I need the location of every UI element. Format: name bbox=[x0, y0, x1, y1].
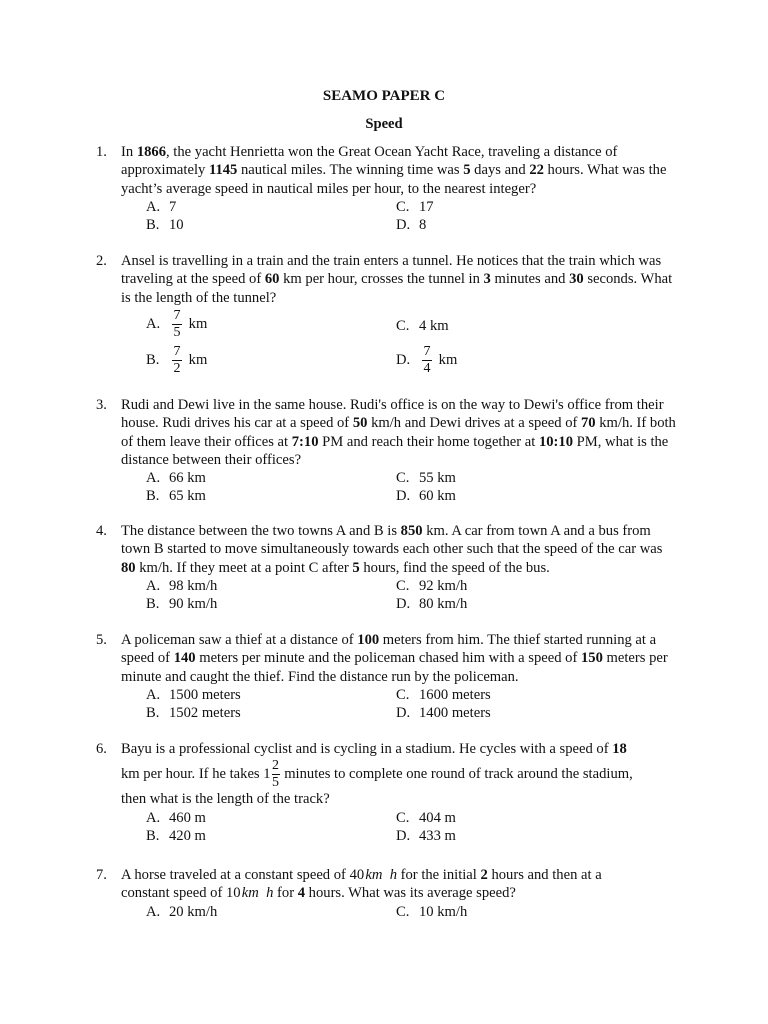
stem-text: km/h. If they meet at a point C after bbox=[135, 559, 353, 576]
question-number: 3. bbox=[96, 397, 107, 413]
stem-text: Ansel is travelling in a train and the train enters a tunnel. He notices that the train which was traveling at the speed of bbox=[121, 253, 662, 288]
page-title: SEAMO PAPER C bbox=[322, 88, 446, 104]
choice-c[interactable]: C. 404 m bbox=[396, 809, 456, 826]
stem-text: seconds. What is the length of the tunnel? bbox=[121, 271, 673, 306]
bold-value: 1866 bbox=[136, 144, 166, 160]
choice-d[interactable]: D. 8 bbox=[396, 217, 427, 234]
choice-d[interactable]: D. 80 km/h bbox=[396, 596, 468, 613]
bold-value: 1145 bbox=[208, 162, 238, 179]
bold-value: 850 bbox=[400, 523, 423, 539]
stem-text: meters per minute and caught the thief. Find the distance run by the policeman. bbox=[121, 650, 668, 685]
choice-c[interactable]: C. 10 km/h bbox=[396, 903, 468, 920]
bold-value: 100 bbox=[357, 632, 380, 648]
question-3 bbox=[96, 396, 676, 506]
question-number: 5. bbox=[96, 632, 107, 648]
question-stem bbox=[121, 631, 676, 686]
stem-text: meters per minute and the policeman chased him with a speed of bbox=[195, 650, 581, 667]
bold-value: 70 bbox=[581, 415, 596, 432]
question-number: 1. bbox=[96, 144, 107, 160]
stem-text: nautical miles. The winning time was bbox=[237, 162, 464, 179]
choice-a[interactable]: A. 98 km/h bbox=[146, 577, 218, 594]
stem-text: minutes and bbox=[490, 271, 570, 288]
bold-value: 7:10 bbox=[291, 433, 319, 450]
bold-value: 140 bbox=[173, 650, 196, 667]
fraction: $\frac{7}{4}$ bbox=[423, 343, 431, 376]
question-stem bbox=[121, 522, 676, 577]
bold-value: 150 bbox=[580, 650, 603, 667]
choice-b[interactable]: B. $\frac{7}{2}$ km bbox=[146, 343, 208, 376]
choice-d[interactable]: D. 1400 meters bbox=[396, 705, 491, 722]
stem-text: meters from him. The thief started running at a speed of bbox=[121, 632, 657, 667]
stem-text: Rudi and Dewi live in the same house. Rudi's office is on the way to Dewi's office from their house. Rudi drives his car at a speed of bbox=[121, 397, 664, 432]
answer-choices bbox=[146, 307, 676, 379]
bold-value: 22 bbox=[529, 162, 544, 179]
bold-value: 50 bbox=[352, 415, 368, 432]
choice-b[interactable]: B. 420 m bbox=[146, 827, 206, 844]
stem-text: days and bbox=[470, 162, 530, 179]
bold-value: 60 bbox=[264, 271, 280, 288]
bold-value: 5 bbox=[463, 162, 471, 179]
stem-text: hours. What was the yacht’s average speed in nautical miles per hour, to the nearest integer? bbox=[121, 162, 667, 197]
question-2 bbox=[96, 252, 676, 379]
answer-choices bbox=[146, 198, 676, 235]
question-5 bbox=[96, 631, 676, 722]
choice-b[interactable]: B. 10 bbox=[146, 217, 184, 234]
choice-a[interactable]: A. 7 bbox=[146, 198, 177, 215]
answer-choices bbox=[146, 577, 676, 614]
choice-b[interactable]: B. 90 km/h bbox=[146, 596, 218, 613]
question-stem: Bayu is a professional cyclist and is cycling in a stadium. He cycles with a speed of 18 km per hour. If he takes 1 $\frac{2}{5}$ minutes to complete one round of track around the stadium, then what is the length of the track? bbox=[121, 741, 633, 808]
stem-text: PM and reach their home together at bbox=[318, 433, 539, 450]
stem-text: km/h. If both of them leave their offices at bbox=[121, 415, 676, 450]
question-7 bbox=[96, 866, 676, 921]
question-stem bbox=[121, 143, 676, 198]
choice-b[interactable]: B. 1502 meters bbox=[146, 705, 241, 722]
choice-a[interactable]: A. 66 km bbox=[146, 470, 206, 487]
question-stem: A horse traveled at a constant speed of 40 km h for the initial 2 hours and then at a constant speed of 10 km h for 4 hours. What was its average speed? bbox=[121, 867, 602, 902]
question-stem bbox=[121, 396, 676, 469]
question-number: 6. bbox=[96, 741, 107, 757]
choice-c[interactable]: C. 17 bbox=[396, 198, 434, 215]
choice-a[interactable]: A. 20 km/h bbox=[146, 903, 218, 920]
stem-text: In bbox=[121, 144, 137, 160]
stem-text: hours, find the speed of the bus. bbox=[359, 559, 550, 576]
answer-choices bbox=[146, 903, 676, 921]
choice-c[interactable]: C. 92 km/h bbox=[396, 577, 468, 594]
answer-choices bbox=[146, 469, 676, 506]
question-number: 4. bbox=[96, 523, 107, 539]
choice-b[interactable]: B. 65 km bbox=[146, 488, 206, 505]
mixed-fraction: 1 $\frac{2}{5}$ bbox=[263, 757, 280, 790]
page-subtitle: Speed bbox=[365, 116, 403, 132]
choice-d[interactable]: D. 433 m bbox=[396, 827, 456, 844]
question-number: 7. bbox=[96, 867, 107, 883]
bold-value: 10:10 bbox=[538, 433, 574, 450]
choice-d[interactable]: D. $\frac{7}{4}$ km bbox=[396, 343, 458, 376]
fraction: $\frac{7}{2}$ bbox=[173, 343, 181, 376]
stem-text: km. A car from town A and a bus from town B started to move simultaneously towards each other such that the speed of the car was bbox=[121, 523, 663, 558]
choice-a[interactable]: A. 1500 meters bbox=[146, 686, 241, 703]
bold-value: 80 bbox=[121, 559, 136, 576]
stem-text: A policeman saw a thief at a distance of bbox=[121, 632, 358, 648]
bold-value: 5 bbox=[352, 559, 360, 576]
question-4 bbox=[96, 522, 676, 613]
choice-d[interactable]: D. 60 km bbox=[396, 488, 456, 505]
bold-value: 3 bbox=[483, 271, 491, 288]
choice-a[interactable]: A. $\frac{7}{5}$ km bbox=[146, 307, 208, 340]
question-1 bbox=[96, 143, 676, 234]
stem-text: km/h and Dewi drives at a speed of bbox=[367, 415, 581, 432]
fraction: $\frac{7}{5}$ bbox=[173, 307, 181, 340]
question-6 bbox=[96, 740, 676, 845]
choice-c[interactable]: C. 1600 meters bbox=[396, 686, 491, 703]
choice-a[interactable]: A. 460 m bbox=[146, 809, 206, 826]
choice-c[interactable]: C. 4 km bbox=[396, 317, 449, 334]
stem-text: , the yacht Henrietta won the Great Ocean Yacht Race, traveling a distance of approximately bbox=[121, 144, 618, 179]
question-number: 2. bbox=[96, 253, 107, 269]
stem-text: PM, what is the distance between their offices? bbox=[121, 433, 669, 468]
question-stem bbox=[121, 252, 676, 307]
answer-choices bbox=[146, 686, 676, 723]
stem-text: The distance between the two towns A and B is bbox=[121, 523, 401, 539]
bold-value: 30 bbox=[569, 271, 584, 288]
choice-c[interactable]: C. 55 km bbox=[396, 470, 456, 487]
answer-choices bbox=[146, 809, 676, 846]
stem-text: km per hour, crosses the tunnel in bbox=[279, 271, 484, 288]
